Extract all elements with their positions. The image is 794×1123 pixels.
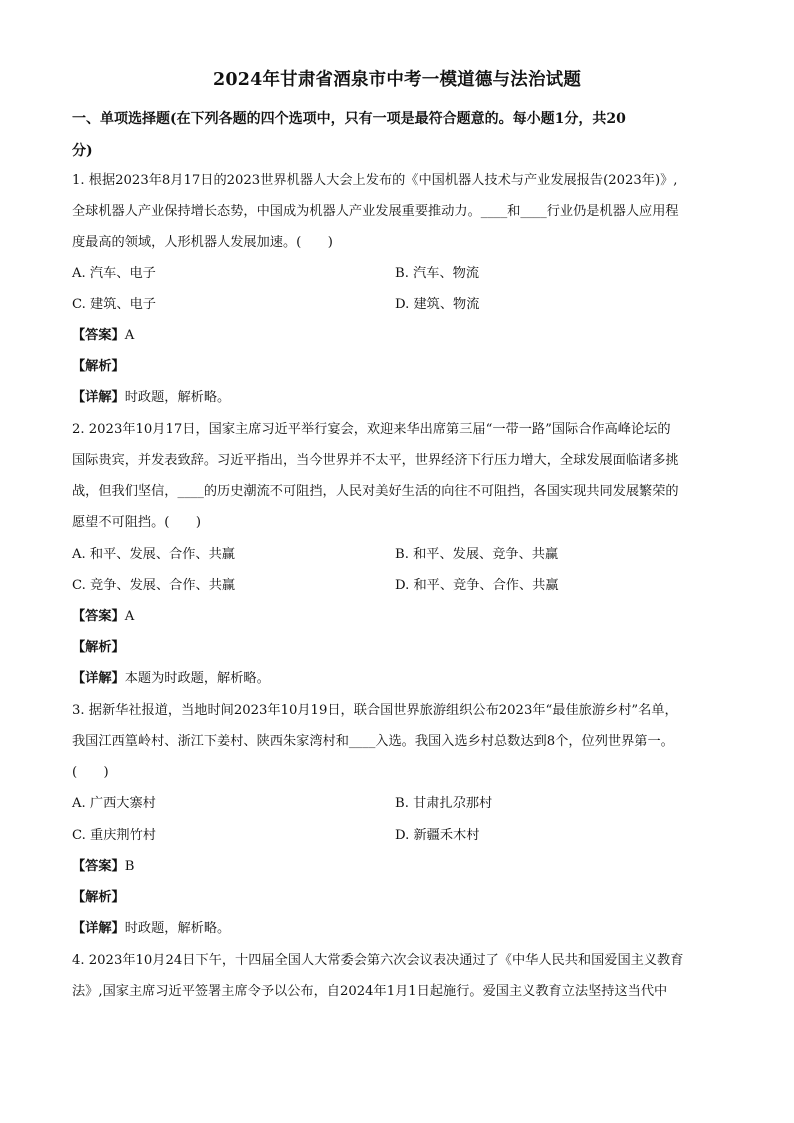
analysis-label: 【解析】: [72, 359, 125, 374]
analysis-label: 【解析】: [72, 640, 125, 655]
option-a: A. 和平、发展、合作、共赢: [72, 547, 235, 562]
page-title: 2024年甘肃省酒泉市中考一模道德与法治试题: [212, 70, 582, 90]
option-a: A. 广西大寨村: [72, 796, 156, 811]
detail-line: [72, 669, 270, 689]
question-stem: 4. 2023年10月24日下午，十四届全国人大常委会第六次会议表决通过了《中华人民共和国爱国主义教育: [72, 953, 684, 968]
question-stem: 度最高的领域，人形机器人发展加速。( ): [72, 235, 333, 250]
question-stem: 1. 根据2023年8月17日的2023世界机器人大会上发布的《中国机器人技术与产业发展报告(2023年)》,: [72, 173, 678, 188]
answer-value: A: [124, 328, 135, 343]
option-d: D. 建筑、物流: [395, 297, 480, 312]
section-heading: 一、单项选择题(在下列各题的四个选项中，只有一项是最符合题意的。每小题1分，共20: [72, 111, 626, 127]
answer-line: [72, 857, 134, 877]
option-b: B. 甘肃扎尕那村: [395, 796, 493, 811]
question-stem: 2. 2023年10月17日，国家主席习近平举行宴会，欢迎来华出席第三届“一带一路”国际合作高峰论坛的: [72, 422, 671, 437]
detail-label: 【详解】: [72, 390, 125, 405]
answer-value: B: [124, 859, 135, 874]
question-stem: 法》,国家主席习近平签署主席令予以公布，自2024年1月1日起施行。爱国主义教育立法坚持这当代中: [72, 984, 668, 999]
answer-label: 【答案】: [72, 609, 125, 624]
detail-text: 本题为时政题，解析略。: [124, 671, 270, 686]
answer-line: [72, 607, 134, 627]
answer-value: A: [124, 609, 135, 624]
detail-label: 【详解】: [72, 921, 125, 936]
analysis-label: 【解析】: [72, 890, 125, 905]
option-c: C. 重庆荆竹村: [72, 828, 156, 843]
question-stem: 愿望不可阻挡。( ): [72, 515, 201, 530]
option-b: B. 和平、发展、竞争、共赢: [395, 547, 559, 562]
option-d: D. 和平、竞争、合作、共赢: [395, 578, 559, 593]
detail-text: 时政题，解析略。: [124, 921, 231, 936]
detail-line: [72, 919, 230, 939]
question-stem: 3. 据新华社报道，当地时间2023年10月19日，联合国世界旅游组织公布2023年“最佳旅游乡村”名单，: [72, 703, 678, 718]
option-c: C. 建筑、电子: [72, 297, 156, 312]
answer-line: [72, 326, 134, 346]
option-b: B. 汽车、物流: [395, 266, 480, 281]
option-d: D. 新疆禾木村: [395, 828, 480, 843]
option-c: C. 竞争、发展、合作、共赢: [72, 578, 236, 593]
section-heading-cont: 分): [72, 143, 93, 159]
answer-label: 【答案】: [72, 859, 125, 874]
question-stem: 国际贵宾，并发表致辞。习近平指出，当今世界并不太平，世界经济下行压力增大，全球发展面临诸多挑: [72, 453, 679, 468]
question-stem: 我国江西篁岭村、浙江下姜村、陕西朱家湾村和____入选。我国入选乡村总数达到8个，位列世界第一。: [72, 734, 674, 749]
detail-label: 【详解】: [72, 671, 125, 686]
question-stem: ( ): [72, 765, 109, 780]
detail-text: 时政题，解析略。: [124, 390, 231, 405]
question-stem: 战，但我们坚信，____的历史潮流不可阻挡，人民对美好生活的向往不可阻挡，各国实现共同发展繁荣的: [72, 484, 679, 499]
option-a: A. 汽车、电子: [72, 266, 156, 281]
detail-line: [72, 388, 230, 408]
question-stem: 全球机器人产业保持增长态势，中国成为机器人产业发展重要推动力。____和____行业仍是机器人应用程: [72, 204, 679, 219]
answer-label: 【答案】: [72, 328, 125, 343]
